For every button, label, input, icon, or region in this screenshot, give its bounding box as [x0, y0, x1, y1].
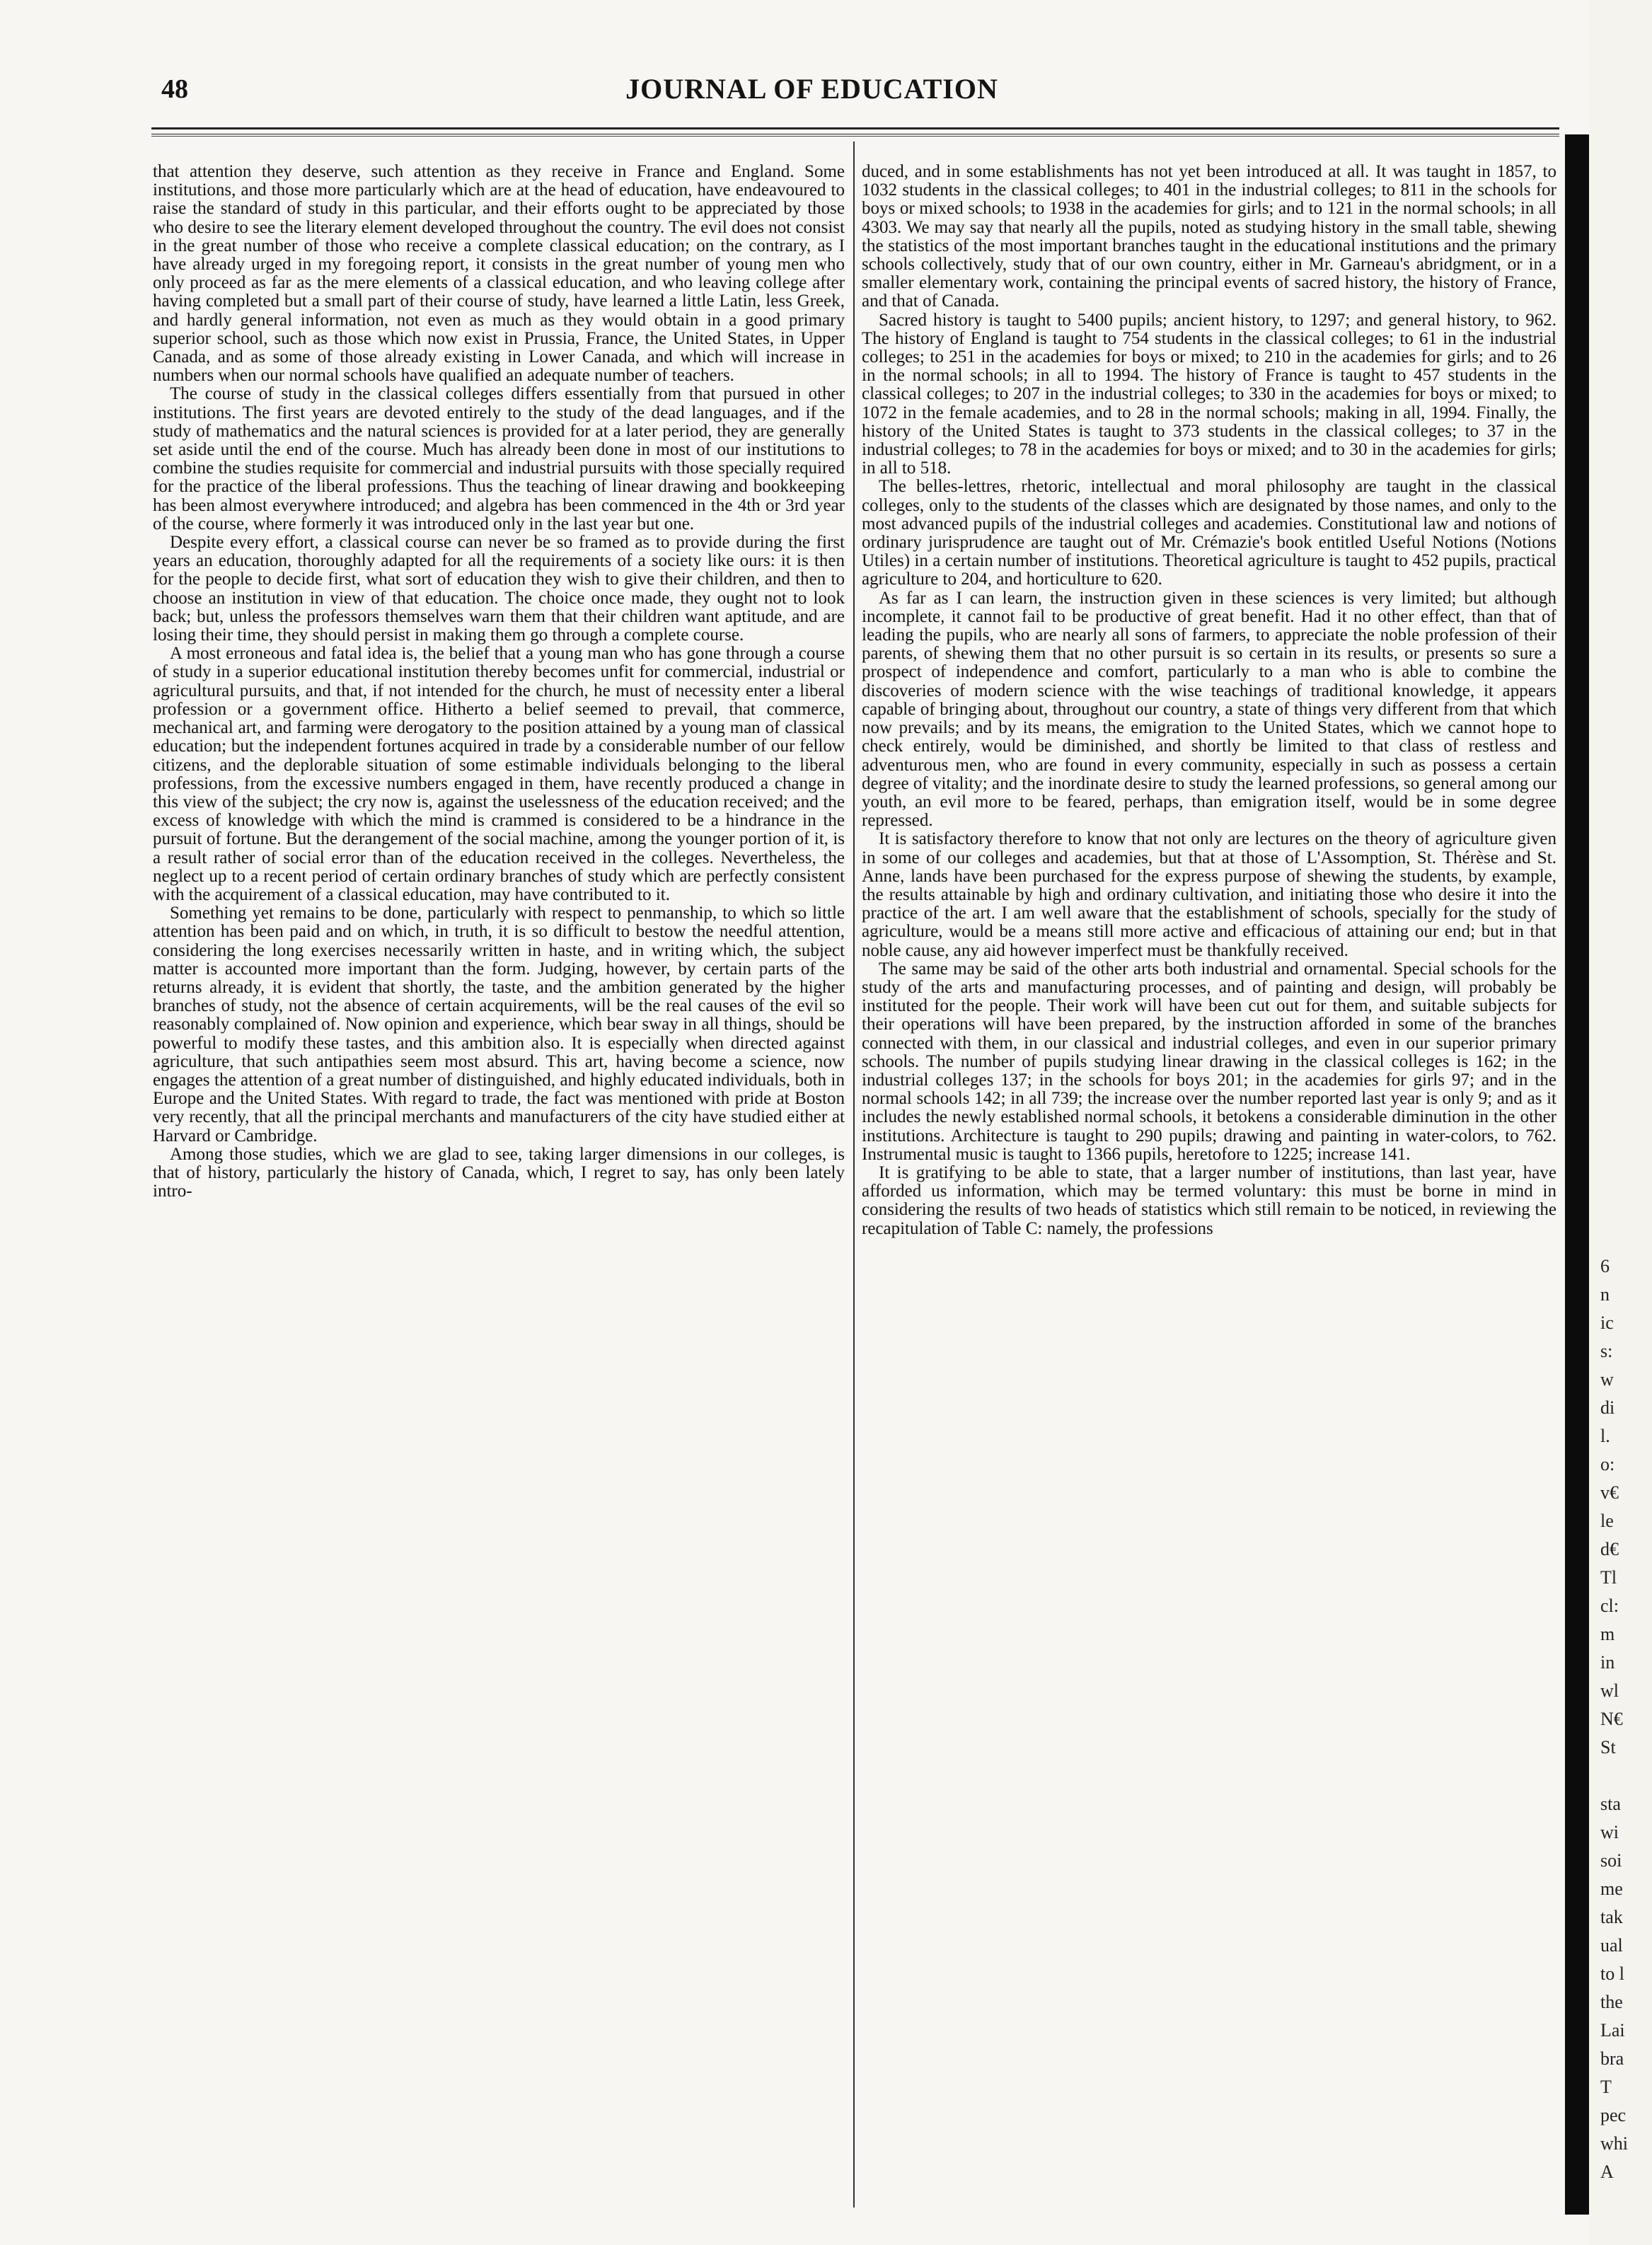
journal-title: JOURNAL OF EDUCATION — [625, 73, 998, 105]
paragraph: The course of study in the classical colleges differs essentially from that pursued in other institutions. The first years are devoted entirely to the study of the dead languages, and if the study of mathematics and the natural sciences is provided for at a later period, they are generally set aside until the end of the course. Much has already been done in most of our institutions to combine the studies requisite for commercial and industrial pursuits with those specially required for the practice of the liberal professions. Thus the teaching of linear drawing and bookkeeping has been almost everywhere introduced; and algebra has been commenced in the 4th or 3rd year of the course, where formerly it was introduced only in the last year but one. — [153, 384, 845, 533]
margin-fragment: s: — [1600, 1341, 1613, 1361]
paragraph: that attention they deserve, such attention as they receive in France and England. Some institutions, and those more particularly which are at the head of education, have endeavoured to raise the standard of study in this particular, and their efforts ought to be appreciated by those who desire to see the literary element developed throughout the country. The evil does not consist in the great number of those who receive a complete classical education; on the contrary, as I have already urged in my foregoing report, it consists in the great number of young men who only proceed as far as the mere elements of a classical education, and who leaving college after having completed but a small part of their course of study, have learned a little Latin, less Greek, and hardly general information, not even as much as they would obtain in a good primary superior school, such as those which now exist in Prussia, France, the United States, in Upper Canada, and as some of those already existing in Lower Canada, and which will increase in numbers when our normal schools have qualified an adequate number of teachers. — [153, 163, 845, 386]
paragraph: duced, and in some establishments has not yet been introduced at all. It was taught in 1857, to 1032 students in the classical colleges; to 401 in the industrial colleges; to 811 in the schools for boys or mixed schools; to 1938 in the academies for girls; and to 121 in the normal schools; in all 4303. We may say that nearly all the pupils, noted as studying history in the small table, shewing the statistics of the most important branches taught in the educational institutions and the primary schools collectively, study that of our own country, either in Mr. Garneau's abridgment, or in a smaller elementary work, containing the principal events of sacred history, the history of France, and that of Canada. — [862, 163, 1556, 311]
margin-fragment: pec — [1600, 2105, 1627, 2125]
margin-fragment: me — [1600, 1878, 1623, 1899]
margin-fragment: cl: — [1600, 1595, 1619, 1616]
margin-fragment: St — [1600, 1737, 1616, 1758]
left-column — [153, 163, 845, 2215]
paragraph: Despite every effort, a classical course can never be so framed as to provide during the first years an education, thoroughly adapted for all the requirements of a society like ours: it is then for the people to decide first, what sort of education they wish to give their children, and then to choose an institution in view of that education. The choice once made, they ought not to look back; but, unless the professors themselves warn them that their children want aptitude, and are losing their time, they should persist in making them go through a complete course. — [153, 533, 845, 645]
margin-fragment: to l — [1600, 1963, 1624, 1984]
margin-fragment: A — [1600, 2162, 1614, 2182]
margin-fragment: wi — [1600, 1822, 1619, 1842]
header-rule-thin — [151, 136, 1559, 137]
margin-fragment: d€ — [1600, 1539, 1619, 1559]
paragraph: As far as I can learn, the instruction given in these sciences is very limited; but although incomplete, it cannot fail to be productive of great benefit. Had it no other effect, than that of leading the pupils, who are nearly all sons of farmers, to appreciate the noble profession of their parents, of shewing them that no other pursuit is so certain in its results, or presents so sure a prospect of independence and comfort, particularly to a man who is able to combine the discoveries of modern science with the wise teachings of traditional knowledge, it appears capable of bringing about, throughout our country, a state of things very different from that which now prevails; and by its means, the emigration to the United States, which we cannot hope to check entirely, would be diminished, and shortly be limited to that class of restless and adventurous men, who are found in every community, especially in such as possess a certain degree of vitality; and the inordinate desire to study the learned professions, so general among our youth, an evil more to be feared, perhaps, than emigration itself, would be in some degree repressed. — [862, 588, 1556, 831]
margin-fragment: 6 — [1600, 1256, 1610, 1276]
margin-fragment — [1600, 1762, 1650, 1790]
binding-shadow — [1565, 134, 1589, 2215]
paragraph: Something yet remains to be done, particularly with respect to penmanship, to which so little attention has been paid and on which, in truth, it is so difficult to bestow the needful attention, considering the long exercises necessarily written in haste, and in writing which, the subject matter is accounted more important than the form. Judging, however, by certain parts of the returns already, it is evident that shortly, the taste, and the ambition generated by the higher branches of study, not the absence of certain acquirements, will be the real causes of the evil so reasonably complained of. Now opinion and experience, which bear sway in all things, should be powerful to modify these tastes, and this ambition also. It is especially when directed against agriculture, that such antipathies seem most absurd. This art, having become a science, now engages the attention of a great number of distinguished, and highly educated individuals, both in Europe and the United States. With regard to trade, the fact was mentioned with pride at Boston very recently, that all the principal merchants and manufacturers of the city have studied either at Harvard or Cambridge. — [153, 904, 845, 1145]
margin-fragment: soi — [1600, 1850, 1622, 1871]
paragraph: It is gratifying to be able to state, that a larger number of institutions, than last year, have afforded us information, which may be termed voluntary: this must be borne in mind in considering the results of two heads of statistics which still remain to be noticed, in reviewing the recapitulation of Table C: namely, the professions — [862, 1162, 1556, 1238]
margin-fragment: ual — [1600, 1935, 1623, 1956]
margin-fragment: Lai — [1600, 2020, 1625, 2041]
margin-fragment: m — [1600, 1624, 1615, 1644]
margin-fragment: w — [1600, 1369, 1614, 1390]
margin-fragment: in — [1600, 1652, 1615, 1673]
margin-fragment: bra — [1600, 2048, 1624, 2069]
margin-fragment: n — [1600, 1284, 1610, 1305]
header-rule — [151, 127, 1559, 134]
margin-fragment: T — [1600, 2077, 1612, 2097]
page-number: 48 — [161, 74, 188, 104]
paragraph: Among those studies, which we are glad to see, taking larger dimensions in our colleges, is that of history, particularly the history of Canada, which, I regret to say, has only been lately intro- — [153, 1144, 845, 1201]
margin-fragment: ic — [1600, 1312, 1614, 1333]
margin-fragment: the — [1600, 1992, 1623, 2012]
margin-fragment: le — [1600, 1511, 1614, 1531]
margin-fragment: N€ — [1600, 1709, 1623, 1729]
margin-fragment: v€ — [1600, 1482, 1619, 1503]
margin-fragment: sta — [1600, 1794, 1621, 1814]
facing-page-fragments — [1600, 1252, 1650, 2186]
margin-fragment: di — [1600, 1397, 1615, 1418]
margin-fragment: Tl — [1600, 1567, 1617, 1588]
paragraph: Sacred history is taught to 5400 pupils; ancient history, to 1297; and general history, to 962. The history of England is taught to 754 students in the classical colleges; to 61 in the industrial colleges; to 251 in the academies for boys or mixed; to 210 in the academies for girls; and to 26 in the normal schools; in all to 1994. The history of France is taught to 457 students in the classical colleges; to 207 in the industrial colleges; to 330 in the academies for boys or mixed; to 1072 in the female academies, and to 28 in the normal schools; making in all, 1994. Finally, the history of the United States is taught to 373 students in the classical colleges; to 37 in the industrial colleges; to 78 in the academies for boys or mixed; and to 30 in the academies for girls; in all to 518. — [862, 310, 1556, 478]
paragraph: It is satisfactory therefore to know that not only are lectures on the theory of agriculture given in some of our colleges and academies, but that at those of L'Assomption, St. Thérèse and St. Anne, lands have been purchased for the express purpose of shewing the students, by example, the results attainable by high and ordinary cultivation, and initiating those who desire it into the practice of the art. I am well aware that the establishment of schools, specially for the study of agriculture, would be a means still more active and efficacious of attaining our end; but in that noble cause, any aid however imperfect must be thankfully received. — [862, 829, 1556, 960]
paragraph: A most erroneous and fatal idea is, the belief that a young man who has gone through a course of study in a superior educational institution thereby becomes unfit for commercial, industrial or agricultural pursuits, and that, if not intended for the church, he must of necessity enter a liberal profession or a government office. Hitherto a belief seemed to prevail, that commerce, mechanical art, and farming were derogatory to the position attained by a young man of classical education; but the independent fortunes acquired in trade by a considerable number of our fellow citizens, and the deplorable situation of some estimable individuals belonging to the liberal professions, from the excessive numbers engaged in them, have recently produced a change in this view of the subject; the cry now is, against the uselessness of the education received; and the excess of knowledge with which the mind is crammed is considered to be a hindrance in the pursuit of fortune. But the derangement of the social machine, among the younger portion of it, is a result rather of social error than of the education received in the colleges. Nevertheless, the neglect up to a recent period of certain ordinary branches of study which are perfectly consistent with the acquirement of a classical education, may have contributed to it. — [153, 644, 845, 904]
right-column — [862, 163, 1556, 2215]
margin-fragment: o: — [1600, 1454, 1615, 1474]
column-divider — [853, 142, 855, 2208]
margin-fragment: wl — [1600, 1680, 1619, 1701]
paragraph: The same may be said of the other arts both industrial and ornamental. Special schools for the study of the arts and manufacturing processes, and of painting and design, will probably be instituted for the people. Their work will have been cut out for them, and suitable subjects for their operations will have been prepared, by the instruction afforded in some of the branches connected with them, in our classical and industrial colleges, and even in our superior primary schools. The number of pupils studying linear drawing in the classical colleges is 162; in the industrial colleges 137; in the schools for boys 201; in the academies for girls 97; and in the normal schools 142; in all 739; the increase over the number reported last year is only 9; and as it includes the newly established normal schools, it betokens a considerable diminution in the other institutions. Architecture is taught to 290 pupils; drawing and painting in water-colors, to 762. Instrumental music is taught to 1366 pupils, heretofore to 1225; increase 141. — [862, 959, 1556, 1164]
paragraph: The belles-lettres, rhetoric, intellectual and moral philosophy are taught in the classical colleges, only to the students of the classes which are designated by those names, and only to the most advanced pupils of the industrial colleges and academies. Constitutional law and notions of ordinary jurisprudence are taught out of Mr. Crémazie's book entitled Useful Notions (Notions Utiles) in a certain number of institutions. Theoretical agriculture is taught to 452 pupils, practical agriculture to 204, and horticulture to 620. — [862, 477, 1556, 589]
margin-fragment: tak — [1600, 1907, 1623, 1927]
margin-fragment: l. — [1600, 1426, 1610, 1446]
margin-fragment: whi — [1600, 2133, 1628, 2154]
